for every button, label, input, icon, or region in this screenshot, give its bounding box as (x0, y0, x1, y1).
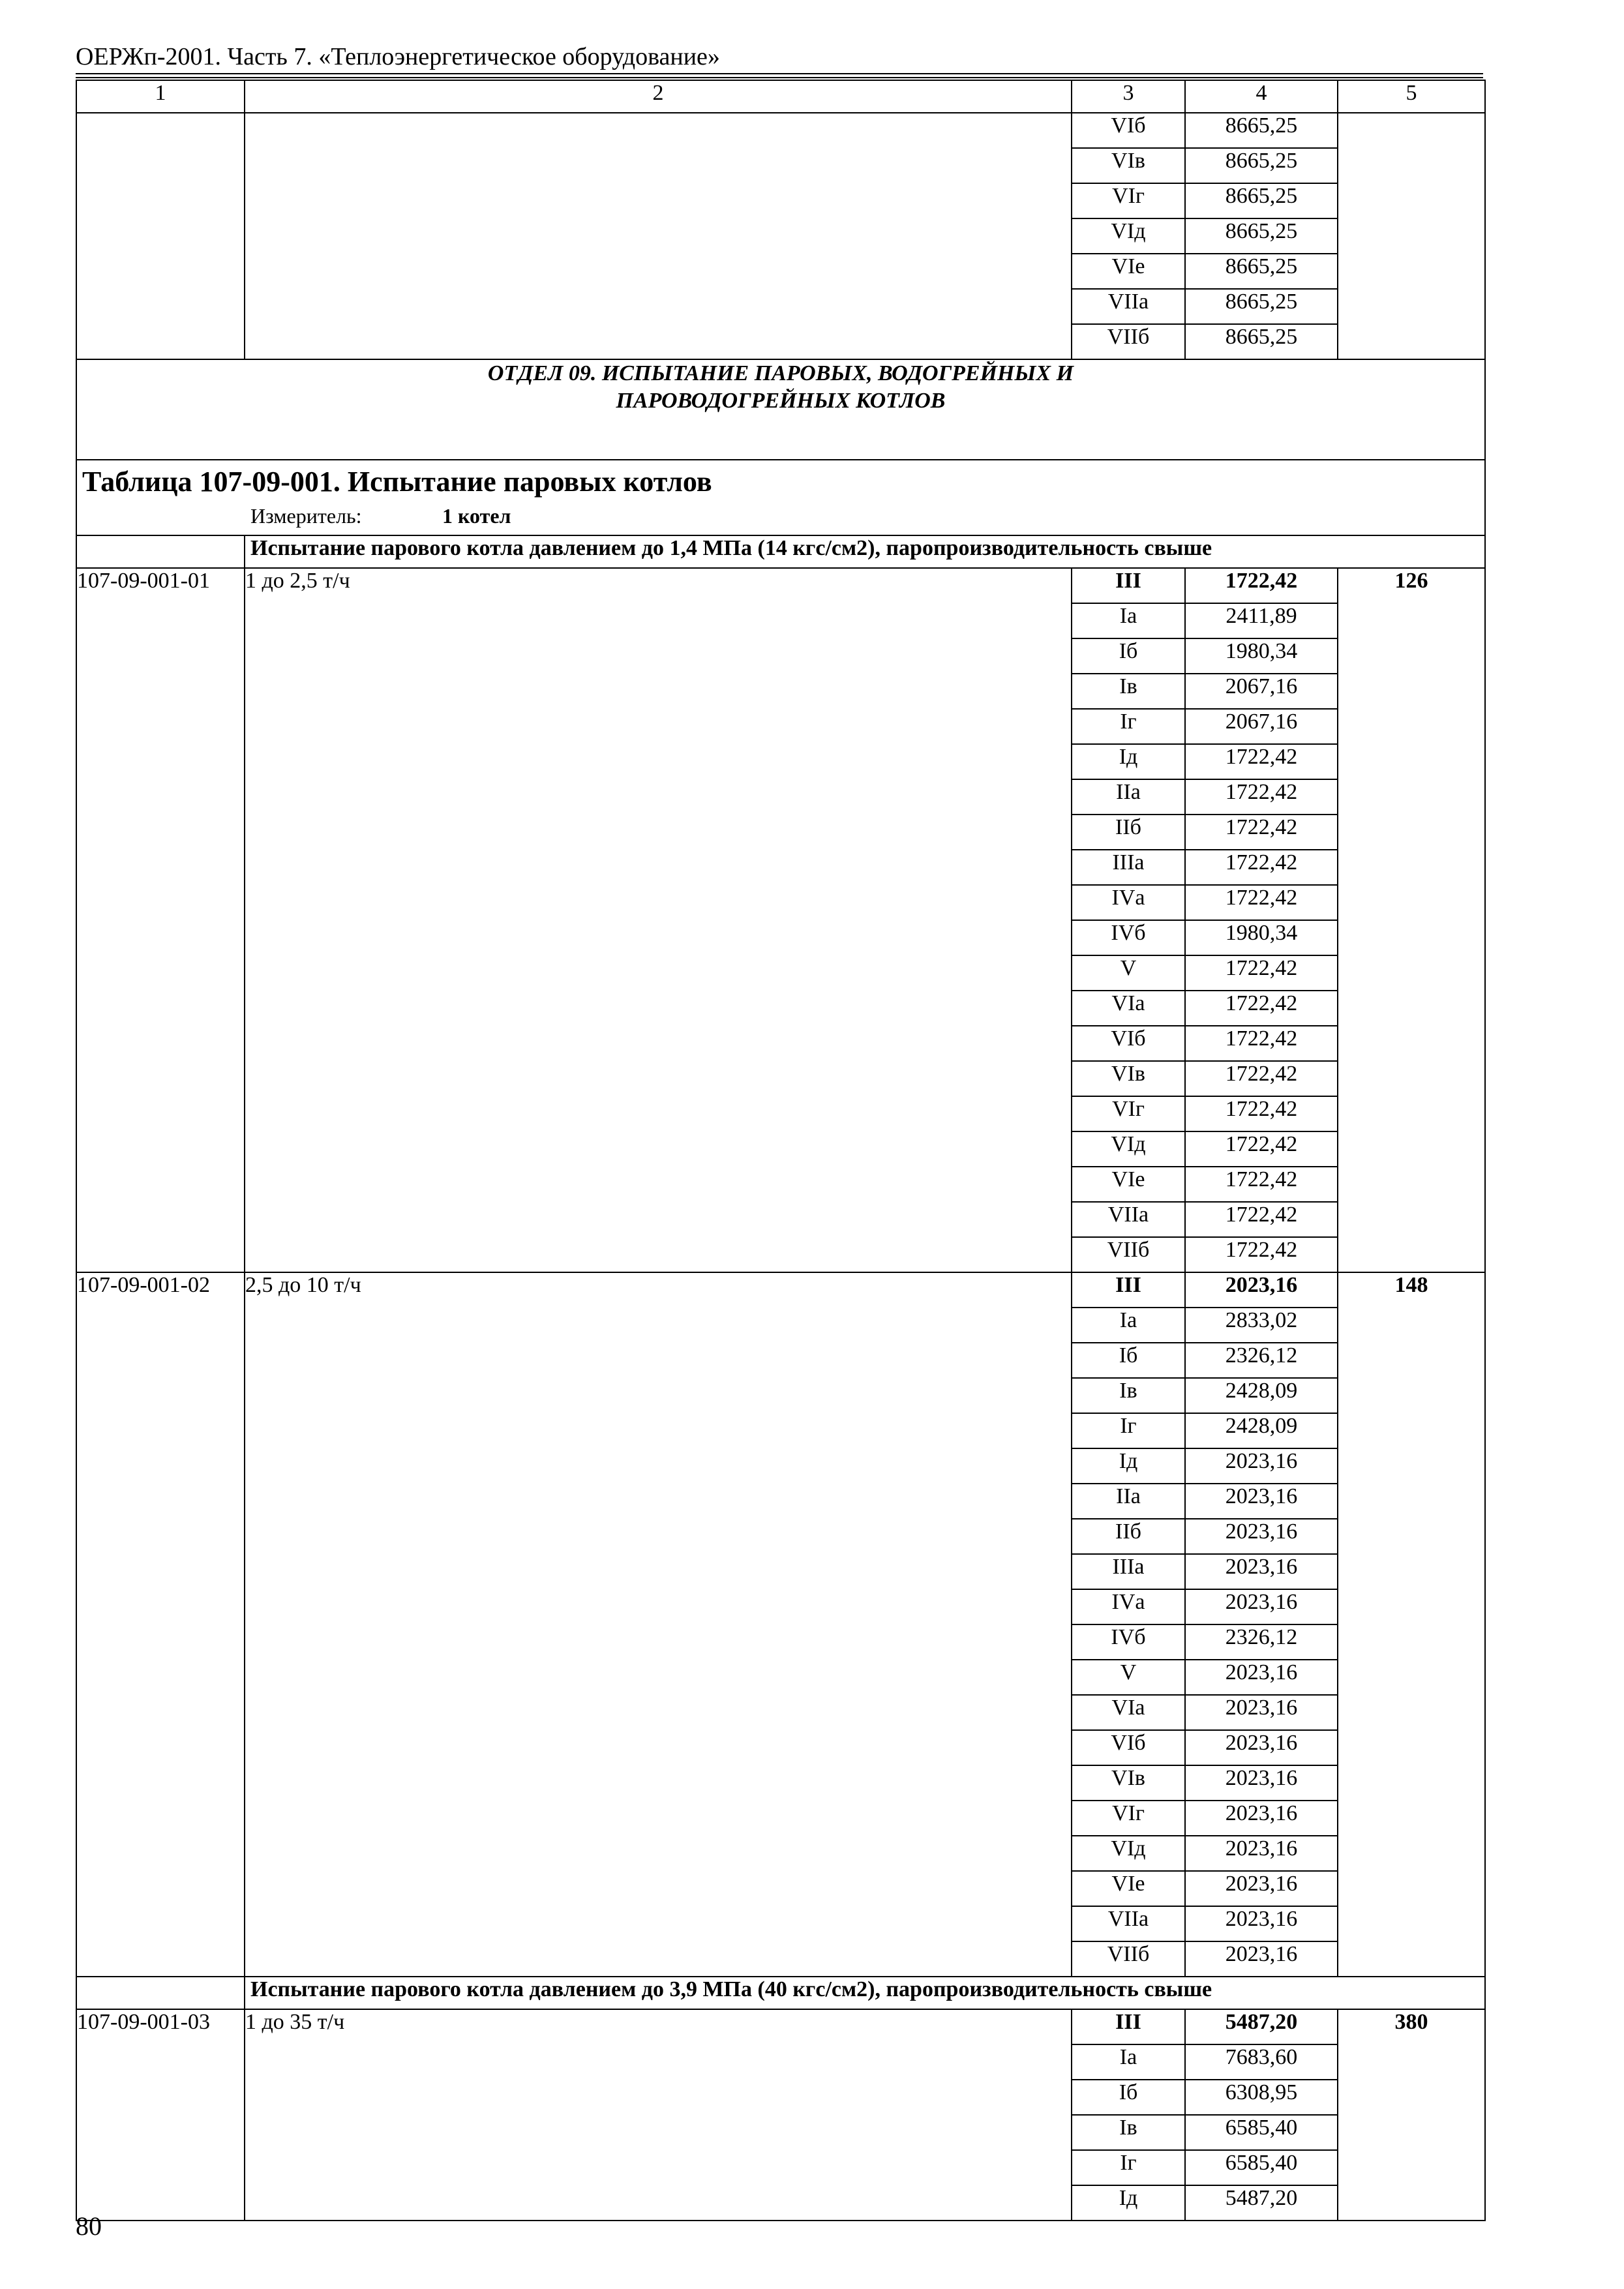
price-value-cell: 2023,16 (1185, 1695, 1338, 1730)
price-value-cell: 2067,16 (1185, 709, 1338, 744)
price-value-cell: 1722,42 (1185, 1061, 1338, 1096)
price-value-cell: 2326,12 (1185, 1624, 1338, 1660)
price-value-cell: 1980,34 (1185, 638, 1338, 674)
price-value-cell: 1722,42 (1185, 1237, 1338, 1272)
code-cell: 107-09-001-03 (76, 2009, 245, 2221)
zone-category-cell: VIб (1072, 1730, 1185, 1765)
zone-category-cell: III (1072, 568, 1185, 603)
zone-category-cell: VIд (1072, 218, 1185, 254)
price-value-cell: 2023,16 (1185, 1730, 1338, 1765)
zone-category-cell: IIб (1072, 1519, 1185, 1554)
price-value-cell: 2023,16 (1185, 1589, 1338, 1624)
price-value-cell: 8665,25 (1185, 324, 1338, 359)
labor-cell: 126 (1338, 568, 1485, 1272)
zone-category-cell: III (1072, 1272, 1185, 1308)
price-value-cell: 1722,42 (1185, 885, 1338, 920)
price-value-cell: 8665,25 (1185, 183, 1338, 218)
zone-category-cell: Iб (1072, 1343, 1185, 1378)
zone-category-cell: VIIб (1072, 1237, 1185, 1272)
group-heading-spacer (76, 535, 245, 568)
zone-category-cell: IIа (1072, 779, 1185, 815)
price-value-cell: 2023,16 (1185, 1484, 1338, 1519)
zone-category-cell: IVа (1072, 885, 1185, 920)
measure-label: Измеритель: (250, 504, 362, 528)
rates-table (76, 80, 1486, 2221)
group-heading-spacer (76, 1977, 245, 2009)
section-title-line: ПАРОВОДОГРЕЙНЫХ КОТЛОВ (616, 389, 946, 413)
price-value-cell: 8665,25 (1185, 218, 1338, 254)
zone-category-cell: VIIа (1072, 1202, 1185, 1237)
price-value-cell: 1722,42 (1185, 1026, 1338, 1061)
zone-category-cell: Iв (1072, 674, 1185, 709)
table-title-cell (76, 460, 1485, 535)
zone-category-cell: VIIб (1072, 1941, 1185, 1977)
price-value-cell: 1722,42 (1185, 955, 1338, 991)
page-header: ОЕРЖп-2001. Часть 7. «Теплоэнергетическое оборудование» (76, 43, 720, 70)
price-value-cell: 5487,20 (1185, 2009, 1338, 2044)
zone-category-cell: Iд (1072, 744, 1185, 779)
zone-category-cell: IVа (1072, 1589, 1185, 1624)
zone-category-cell: VIIб (1072, 324, 1185, 359)
table-title-row (76, 460, 1485, 535)
header-rule (76, 77, 1483, 78)
price-value-cell: 1722,42 (1185, 1096, 1338, 1131)
labor-cell (1338, 113, 1485, 359)
measure-line (77, 500, 1484, 532)
zone-category-cell: VIе (1072, 1871, 1185, 1906)
price-value-cell: 2428,09 (1185, 1378, 1338, 1413)
group-heading: Испытание парового котла давлением до 3,9 МПа (40 кгс/см2), паропроизводительность свыше (245, 1977, 1485, 2009)
table-title: Таблица 107-09-001. Испытание паровых котлов (82, 466, 712, 498)
price-value-cell: 1722,42 (1185, 1167, 1338, 1202)
zone-category-cell: VIе (1072, 1167, 1185, 1202)
group-heading-row (76, 535, 1485, 568)
zone-category-cell: IVб (1072, 920, 1185, 955)
price-value-cell: 6585,40 (1185, 2150, 1338, 2185)
zone-category-cell: VIв (1072, 148, 1185, 183)
price-value-cell: 5487,20 (1185, 2185, 1338, 2221)
price-value-cell: 1722,42 (1185, 779, 1338, 815)
price-value-cell: 1722,42 (1185, 850, 1338, 885)
zone-category-cell: VIд (1072, 1836, 1185, 1871)
table-row (76, 1272, 1485, 1308)
price-value-cell: 2023,16 (1185, 1660, 1338, 1695)
zone-category-cell: VIб (1072, 1026, 1185, 1061)
zone-category-cell: Iг (1072, 2150, 1185, 2185)
price-value-cell: 2023,16 (1185, 1519, 1338, 1554)
description-cell: 1 до 2,5 т/ч (245, 568, 1072, 1272)
table-row (76, 113, 1485, 148)
zone-category-cell: VIа (1072, 991, 1185, 1026)
zone-category-cell: VIIа (1072, 289, 1185, 324)
column-number: 2 (245, 80, 1072, 113)
price-value-cell: 1722,42 (1185, 568, 1338, 603)
page-number: 80 (76, 2211, 102, 2241)
measure-value: 1 котел (442, 504, 511, 528)
code-cell: 107-09-001-01 (76, 568, 245, 1272)
group-heading: Испытание парового котла давлением до 1,4 МПа (14 кгс/см2), паропроизводительность свыше (245, 535, 1485, 568)
zone-category-cell: V (1072, 1660, 1185, 1695)
price-value-cell: 2023,16 (1185, 1554, 1338, 1589)
zone-category-cell: Iб (1072, 2080, 1185, 2115)
price-value-cell: 2411,89 (1185, 603, 1338, 638)
price-value-cell: 2023,16 (1185, 1801, 1338, 1836)
table-row (76, 568, 1485, 603)
column-number: 3 (1072, 80, 1185, 113)
code-cell (76, 113, 245, 359)
zone-category-cell: IIIа (1072, 850, 1185, 885)
zone-category-cell: IIIа (1072, 1554, 1185, 1589)
price-value-cell: 2023,16 (1185, 1871, 1338, 1906)
zone-category-cell: Iб (1072, 638, 1185, 674)
price-value-cell: 2023,16 (1185, 1765, 1338, 1801)
zone-category-cell: III (1072, 2009, 1185, 2044)
code-cell: 107-09-001-02 (76, 1272, 245, 1977)
zone-category-cell: VIд (1072, 1131, 1185, 1167)
section-title-line: ОТДЕЛ 09. ИСПЫТАНИЕ ПАРОВЫХ, ВОДОГРЕЙНЫХ И (487, 361, 1074, 385)
description-cell: 1 до 35 т/ч (245, 2009, 1072, 2221)
price-value-cell: 8665,25 (1185, 289, 1338, 324)
description-cell: 2,5 до 10 т/ч (245, 1272, 1072, 1977)
zone-category-cell: Iг (1072, 1413, 1185, 1448)
zone-category-cell: IIа (1072, 1484, 1185, 1519)
price-value-cell: 8665,25 (1185, 148, 1338, 183)
price-value-cell: 1722,42 (1185, 1131, 1338, 1167)
zone-category-cell: VIг (1072, 1801, 1185, 1836)
column-number: 5 (1338, 80, 1485, 113)
price-value-cell: 1980,34 (1185, 920, 1338, 955)
zone-category-cell: VIа (1072, 1695, 1185, 1730)
header-rule (76, 73, 1483, 74)
zone-category-cell: Iа (1072, 1308, 1185, 1343)
price-value-cell: 2023,16 (1185, 1448, 1338, 1484)
group-heading-row (76, 1977, 1485, 2009)
price-value-cell: 8665,25 (1185, 113, 1338, 148)
column-number: 1 (76, 80, 245, 113)
price-value-cell: 1722,42 (1185, 991, 1338, 1026)
price-value-cell: 8665,25 (1185, 254, 1338, 289)
column-number: 4 (1185, 80, 1338, 113)
column-number-row (76, 80, 1485, 113)
price-value-cell: 2833,02 (1185, 1308, 1338, 1343)
price-value-cell: 2023,16 (1185, 1906, 1338, 1941)
section-title (76, 359, 1485, 460)
zone-category-cell: VIв (1072, 1061, 1185, 1096)
price-value-cell: 2326,12 (1185, 1343, 1338, 1378)
zone-category-cell: Iв (1072, 1378, 1185, 1413)
zone-category-cell: IIб (1072, 815, 1185, 850)
description-cell (245, 113, 1072, 359)
zone-category-cell: Iа (1072, 603, 1185, 638)
labor-cell: 380 (1338, 2009, 1485, 2221)
zone-category-cell: V (1072, 955, 1185, 991)
zone-category-cell: VIб (1072, 113, 1185, 148)
price-value-cell: 2023,16 (1185, 1941, 1338, 1977)
price-value-cell: 7683,60 (1185, 2044, 1338, 2080)
price-value-cell: 1722,42 (1185, 744, 1338, 779)
price-value-cell: 6308,95 (1185, 2080, 1338, 2115)
zone-category-cell: VIг (1072, 183, 1185, 218)
price-value-cell: 2428,09 (1185, 1413, 1338, 1448)
zone-category-cell: Iа (1072, 2044, 1185, 2080)
section-row (76, 359, 1485, 460)
price-value-cell: 1722,42 (1185, 815, 1338, 850)
price-value-cell: 2023,16 (1185, 1836, 1338, 1871)
labor-cell: 148 (1338, 1272, 1485, 1977)
price-value-cell: 2023,16 (1185, 1272, 1338, 1308)
price-value-cell: 6585,40 (1185, 2115, 1338, 2150)
zone-category-cell: Iг (1072, 709, 1185, 744)
zone-category-cell: VIг (1072, 1096, 1185, 1131)
zone-category-cell: VIв (1072, 1765, 1185, 1801)
zone-category-cell: Iд (1072, 2185, 1185, 2221)
price-value-cell: 2067,16 (1185, 674, 1338, 709)
zone-category-cell: VIIа (1072, 1906, 1185, 1941)
zone-category-cell: Iв (1072, 2115, 1185, 2150)
price-value-cell: 1722,42 (1185, 1202, 1338, 1237)
zone-category-cell: VIе (1072, 254, 1185, 289)
zone-category-cell: IVб (1072, 1624, 1185, 1660)
zone-category-cell: Iд (1072, 1448, 1185, 1484)
table-row (76, 2009, 1485, 2044)
